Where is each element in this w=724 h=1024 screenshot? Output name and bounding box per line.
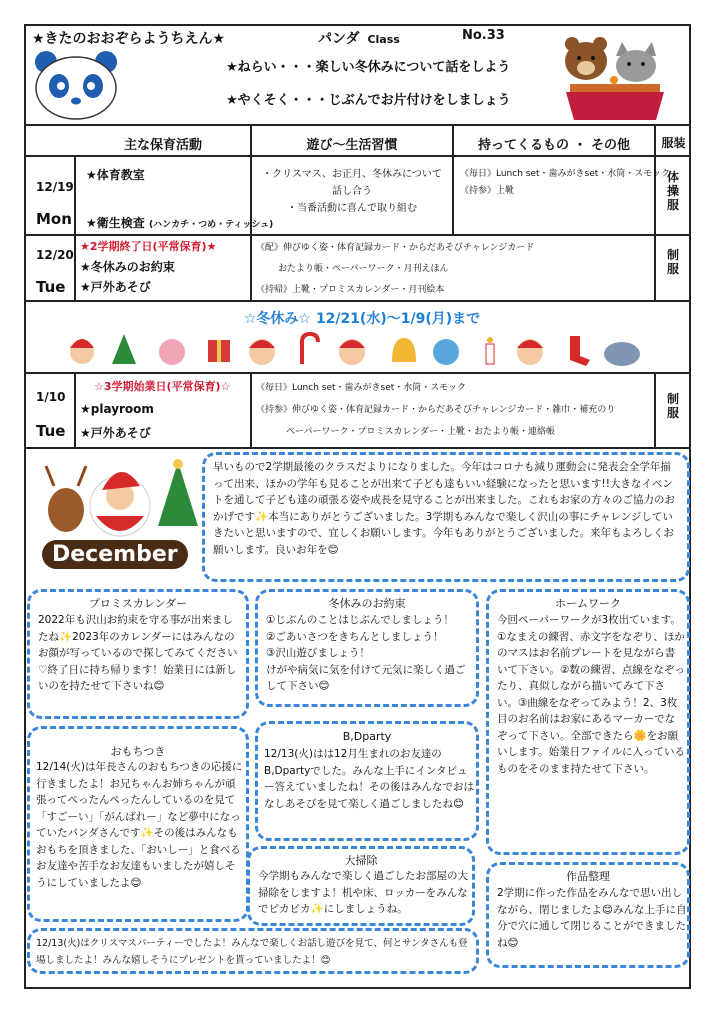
row3-bring-1: 《毎日》Lunch set・歯みがきset・水筒・スモック <box>256 383 467 393</box>
row3-bring-3: ペーパーワーク・プロミスカレンダー・上靴・おたより帳・連絡帳 <box>286 427 555 437</box>
bear-cat-kotatsu-illustration <box>556 34 674 122</box>
winter-promise-title: 冬休みのお約束 <box>328 597 406 610</box>
santa-face-icon <box>70 339 94 364</box>
christmas-box <box>27 928 479 974</box>
santa-reindeer-illustration <box>40 456 200 548</box>
row2-bring-3: 《持帰》上靴・プロミスカレンダー・月刊絵本 <box>256 285 445 295</box>
mochitsuki-box <box>27 726 249 922</box>
row2-bring-1: 《配》伸びゆく姿・体育記録カード・からだあそびチャレンジカード <box>256 243 535 253</box>
row1-bring-1: 《毎日》Lunch set・歯みがきset・水筒・スモック <box>460 169 671 179</box>
mochitsuki-title: おもちつき <box>110 745 166 758</box>
cleaning-text: 今学期もみんなで楽しく過ごしたお部屋の大掃除をしますよ！机や床、ロッカーをみんなでピカピカ✨にしましょうね。 <box>258 870 468 915</box>
row1-date: 12/19 <box>36 180 74 194</box>
stocking-icon <box>570 336 590 366</box>
bdparty-text: 12/13(火)はは12月生まれのお友達のB,Dpartyでした。みんな上手にインタビュー答えていましたね！その後はみんなでおはなしあそびを見て楽しく過ごしましたね😊 <box>264 748 474 810</box>
homework-title: ホームワーク <box>555 597 621 610</box>
bird-face-icon <box>433 339 459 365</box>
winter-divider <box>24 372 691 374</box>
cleaning-title: 大掃除 <box>344 854 378 867</box>
bdparty-box <box>255 721 479 841</box>
class-name: パンダ <box>318 31 360 47</box>
bdparty-title: B,Dparty <box>342 730 392 743</box>
header-divider <box>24 124 691 126</box>
row1-divider <box>24 234 691 236</box>
artwork-text: 2学期に作った作品をみんなで思い出しながら、閉じましたよ😊みんな上手に自分で穴に通して閉じることができましたね😊 <box>497 887 687 949</box>
cleaning-box <box>247 846 475 926</box>
row2-activity-1: ★2学期終了日(平常保育)★ <box>80 240 217 253</box>
colhead-divider <box>24 155 691 157</box>
candle-icon <box>486 337 494 364</box>
winter-promise-list <box>266 612 474 695</box>
homework-text: 今回ペーパーワークが3枚出ています。①なまえの練習、赤文字をなぞり、ほかのマスはお名前プレートを見ながら書いて下さい。②数の練習、点線をなぞったり、真似しながら描いてみて下さい。③曲線をなぞってみよう！2、3枚目のお名前はお家にあるマーカーでなぞって下さい。全部できたら🌼をお願いします。始業日ファイルに入っているものをそのまま持たせて下さい。 <box>497 614 685 775</box>
row3-activity-2: ★playroom <box>80 402 154 416</box>
row2-date: 12/20 <box>36 248 74 262</box>
row3-clothing: 制服 <box>666 392 679 420</box>
row2-clothing: 制服 <box>666 248 679 276</box>
row1-bring-2: 《持参》上靴 <box>460 186 515 196</box>
homework-box <box>486 589 690 855</box>
promise-calendar-title: プロミスカレンダー <box>88 597 188 610</box>
col-play: 遊び～生活習慣 <box>306 138 398 153</box>
col-line-3b <box>654 372 656 448</box>
row1-play <box>262 166 442 217</box>
row3-date: 1/10 <box>36 390 66 404</box>
intro-box <box>202 452 690 582</box>
pig-face-icon <box>159 339 185 365</box>
row1-play-2: 話し合う <box>332 186 372 197</box>
row3-activity-1: ☆3学期始業日(平常保育)☆ <box>94 380 231 393</box>
winter-promise-box <box>255 589 479 707</box>
row2-activity-3: ★戸外あそび <box>80 280 151 294</box>
col-line-1b <box>250 372 252 448</box>
col-clothing: 服装 <box>661 136 686 150</box>
row3-bring-2: 《持参》伸びゆく姿・体育記録カード・からだあそびチャレンジカード・雑巾・補充のり <box>256 405 616 415</box>
class-label: Class <box>367 33 400 46</box>
gift-icon <box>208 340 230 362</box>
row2-weekday: Tue <box>36 278 66 296</box>
kid-face-icon <box>249 339 275 365</box>
col-bring: 持ってくるもの ・ その他 <box>477 138 631 153</box>
row1-activity-2-label: ★衛生検査 <box>86 216 145 230</box>
artwork-box <box>486 862 690 968</box>
mochitsuki-text: 12/14(火)は年長さんのおもちつきの応援に行きましたよ！お兄ちゃんお姉ちゃんが頑張ってぺったんぺったんしているのを見て「すごーい」「がんばれー」など夢中になっていたパンダさんです✨その後はみんなもおもちを頂きました、「おいしー」と食べるお友達や苦手なお友達もいましたが嬉しそうにしていましたよ😊 <box>36 761 243 889</box>
row1-activity-2 <box>86 214 273 231</box>
row1-play-3: ・当番活動に喜んで取り組む <box>287 203 417 214</box>
hat-face-icon <box>517 339 543 365</box>
winter-promise-1: ①じぶんのことはじぶんでしましょう！ <box>266 614 454 626</box>
winter-break: ☆冬休み☆ 12/21(水)～1/9(月)まで <box>243 311 481 327</box>
table-bottom <box>24 447 691 449</box>
issue-number: No.33 <box>462 28 505 43</box>
row1-weekday: Mon <box>36 210 72 228</box>
school-name: ★きたのおおぞらようちえん★ <box>32 31 226 47</box>
row3-bring <box>256 377 652 443</box>
christmas-text: 12/13(火)はクリスマスパーティーでしたよ！みんなで楽しくお話し遊びを見て、何とサンタさんも登場しましたよ！みんな嬉しそうにプレゼントを貰っていましたよ！😊 <box>36 938 468 966</box>
aim-text: ★ねらい・・・楽しい冬休みについて話をしよう <box>226 60 511 75</box>
candy-cane-icon <box>302 334 318 364</box>
promise-calendar-box <box>27 589 249 719</box>
intro-text: 早いもので2学期最後のクラスだよりになりました。今年はコロナも減り運動会に発表会全学年揃って出来、ほかの学年も見ることが出来て子ども達もいい経験になったと思います!!大きなイベントを通して子ども達の頑張る姿や成長を見守ることが出来ました。これもお家の方々のご協力のおかげです✨本当にありがとうございました。3学期もみんなで楽しく沢山の事にチャレンジしていきたいと思いますので、宜しくお願いします。今年もありがとうございました。来年もよろしくお願いします。良いお年を😊 <box>213 461 675 556</box>
winter-icons-strip <box>62 330 662 370</box>
december-label: December <box>42 540 188 569</box>
kid-face-icon-2 <box>339 339 365 365</box>
row3-activity-3: ★戸外あそび <box>80 426 151 440</box>
winter-promise-2: ②ごあいさつをきちんとしましょう！ <box>266 630 444 643</box>
winter-promise-3: ③沢山遊びましょう！ <box>266 647 370 659</box>
row1-activity-1: ★体育教室 <box>86 168 145 182</box>
christmas-tree-icon <box>112 334 136 364</box>
row2-bring <box>256 238 652 301</box>
date-col-line-a <box>74 155 76 301</box>
col-activities: 主な保育活動 <box>123 138 202 153</box>
row3-weekday: Tue <box>36 422 66 440</box>
row1-play-1: ・クリスマス、お正月、冬休みについて <box>262 169 442 180</box>
promise-text: ★やくそく・・・じぶんでお片付けをしましょう <box>226 93 511 108</box>
row2-bring-2: おたより帳・ペーパーワーク・月刊えほん <box>278 264 449 274</box>
promise-calendar-text: 2022年も沢山お約束を守る事が出来ましたね✨2023年のカレンダーにはみんなのお顔が写っているので探してみてください♡終了日に持ち帰ります！始業日には新しいのを持たせて下さいね😊 <box>38 614 238 692</box>
elephant-icon <box>604 342 640 366</box>
panda-illustration <box>30 46 122 120</box>
row2-activity-2: ★冬休みのお約束 <box>80 260 175 274</box>
class-title <box>318 28 400 48</box>
winter-promise-4: けがや病気に気を付けて元気に楽しく過ごして下さい😊 <box>266 663 466 692</box>
row1-bring <box>460 166 670 200</box>
bell-icon <box>392 338 416 362</box>
artwork-title: 作品整理 <box>566 870 610 883</box>
date-col-line-b <box>74 372 76 448</box>
row1-activity-note: (ハンカチ・つめ・ティッシュ) <box>148 220 274 230</box>
row1-clothing: 体操服 <box>666 170 679 212</box>
